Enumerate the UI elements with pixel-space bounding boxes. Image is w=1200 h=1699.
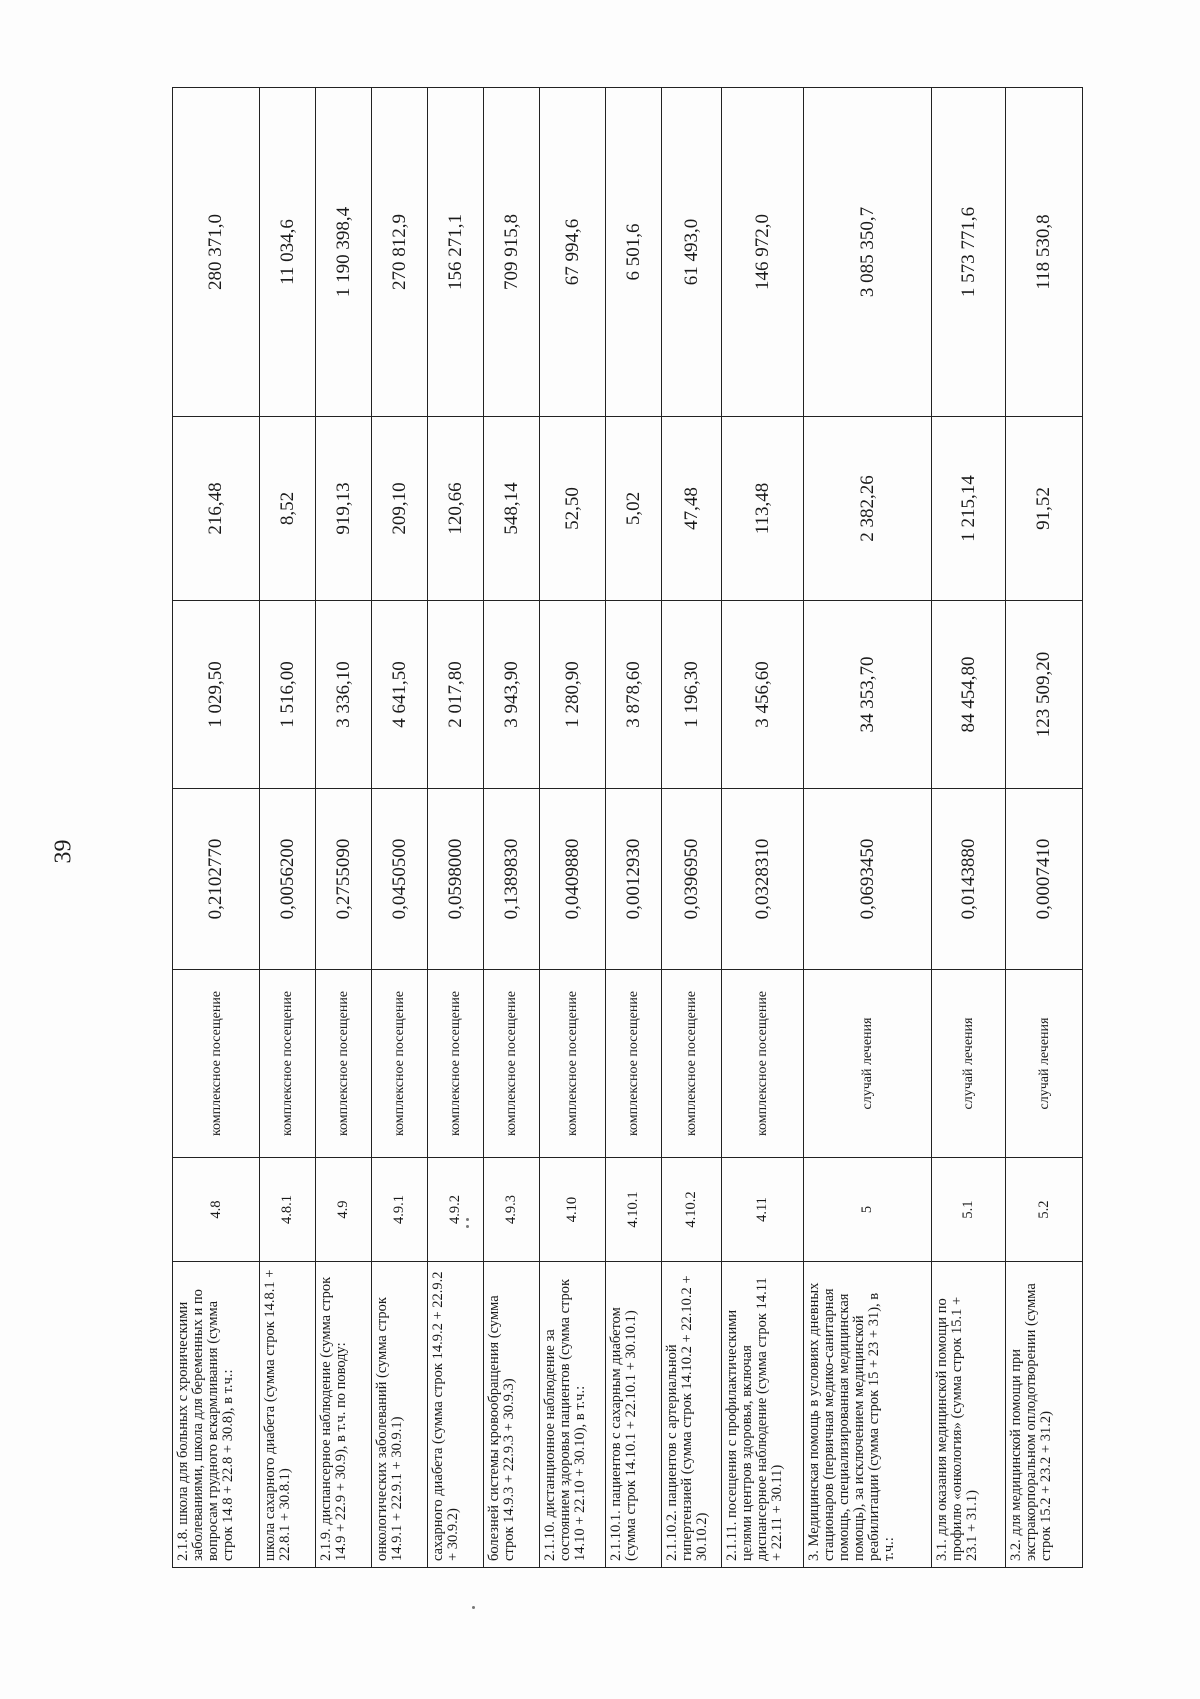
row-unit: комплексное посещение — [260, 970, 316, 1158]
row-unit: комплексное посещение — [372, 970, 428, 1158]
row-value-col7: 270 812,9 — [372, 88, 428, 417]
row-value-col5: 1 516,00 — [260, 601, 316, 789]
table-row — [173, 88, 260, 1568]
row-value-col5: 1 029,50 — [173, 601, 260, 789]
rotated-table-container — [172, 88, 1082, 1568]
row-value-col6: 216,48 — [173, 417, 260, 601]
scan-speck — [466, 1218, 469, 1221]
row-value-col5: 34 353,70 — [804, 601, 932, 789]
row-value-col4: 0,0143880 — [932, 789, 1006, 970]
row-unit: комплексное посещение — [540, 970, 606, 1158]
table-row — [484, 88, 540, 1568]
row-value-col5: 1 280,90 — [540, 601, 606, 789]
row-value-col6: 91,52 — [1006, 417, 1083, 601]
row-unit: комплексное посещение — [316, 970, 372, 1158]
scan-speck — [472, 1606, 475, 1609]
row-value-col6: 919,13 — [316, 417, 372, 601]
row-value-col6: 52,50 — [540, 417, 606, 601]
row-code: 4.10 — [540, 1158, 606, 1262]
row-description: 2.1.10. дистанционное наблюдение за состоянием здоровья пациентов (сумма строк 14.10 + 22.10 + 30.10), в т.ч.: — [540, 1262, 606, 1568]
row-value-col6: 120,66 — [428, 417, 484, 601]
row-value-col7: 1 573 771,6 — [932, 88, 1006, 417]
row-value-col6: 548,14 — [484, 417, 540, 601]
row-value-col7: 118 530,8 — [1006, 88, 1083, 417]
table-row — [932, 88, 1006, 1568]
row-unit: случай лечения — [932, 970, 1006, 1158]
table-row — [316, 88, 372, 1568]
row-value-col7: 3 085 350,7 — [804, 88, 932, 417]
row-value-col6: 5,02 — [606, 417, 662, 601]
row-value-col4: 0,0328310 — [722, 789, 804, 970]
row-description: 2.1.9. диспансерное наблюдение (сумма строк 14.9 + 22.9 + 30.9), в т.ч. по поводу: — [316, 1262, 372, 1568]
row-value-col4: 0,0598000 — [428, 789, 484, 970]
row-value-col6: 47,48 — [662, 417, 722, 601]
row-value-col4: 0,2102770 — [173, 789, 260, 970]
row-description: 3.2. для медицинской помощи при экстракорпоральном оплодотворении (сумма строк 15.2 + 23.2 + 31.2) — [1006, 1262, 1083, 1568]
table-row — [804, 88, 932, 1568]
row-code: 4.10.1 — [606, 1158, 662, 1262]
row-value-col5: 3 878,60 — [606, 601, 662, 789]
row-description: онкологических заболеваний (сумма строк 14.9.1 + 22.9.1 + 30.9.1) — [372, 1262, 428, 1568]
row-value-col6: 8,52 — [260, 417, 316, 601]
row-value-col4: 0,0007410 — [1006, 789, 1083, 970]
row-code: 5 — [804, 1158, 932, 1262]
row-unit: комплексное посещение — [428, 970, 484, 1158]
row-unit: комплексное посещение — [484, 970, 540, 1158]
row-value-col7: 280 371,0 — [173, 88, 260, 417]
row-value-col6: 113,48 — [722, 417, 804, 601]
row-code: 5.2 — [1006, 1158, 1083, 1262]
row-value-col7: 709 915,8 — [484, 88, 540, 417]
row-code: 4.8.1 — [260, 1158, 316, 1262]
row-description: 2.1.11. посещения с профилактическими целями центров здоровья, включая диспансерное наблюдение (сумма строк 14.11 + 22.11 + 30.11) — [722, 1262, 804, 1568]
row-code: 4.9.1 — [372, 1158, 428, 1262]
data-table — [172, 87, 1083, 1568]
row-value-col6: 1 215,14 — [932, 417, 1006, 601]
row-code: 4.9.2 — [428, 1158, 484, 1262]
table-row — [260, 88, 316, 1568]
row-value-col4: 0,0012930 — [606, 789, 662, 970]
row-code: 4.10.2 — [662, 1158, 722, 1262]
row-value-col7: 146 972,0 — [722, 88, 804, 417]
row-value-col4: 0,0056200 — [260, 789, 316, 970]
row-value-col7: 67 994,6 — [540, 88, 606, 417]
row-description: 2.1.10.1. пациентов с сахарным диабетом (сумма строк 14.10.1 + 22.10.1 + 30.10.1) — [606, 1262, 662, 1568]
row-value-col7: 6 501,6 — [606, 88, 662, 417]
row-description: сахарного диабета (сумма строк 14.9.2 + 22.9.2 + 30.9.2) — [428, 1262, 484, 1568]
row-description: болезней системы кровообращения (сумма строк 14.9.3 + 22.9.3 + 30.9.3) — [484, 1262, 540, 1568]
row-value-col5: 2 017,80 — [428, 601, 484, 789]
row-unit: комплексное посещение — [722, 970, 804, 1158]
row-unit: случай лечения — [1006, 970, 1083, 1158]
row-value-col4: 0,0409880 — [540, 789, 606, 970]
row-value-col7: 61 493,0 — [662, 88, 722, 417]
row-value-col5: 3 336,10 — [316, 601, 372, 789]
row-value-col5: 4 641,50 — [372, 601, 428, 789]
row-value-col7: 156 271,1 — [428, 88, 484, 417]
row-code: 4.8 — [173, 1158, 260, 1262]
table-row — [1006, 88, 1083, 1568]
row-unit: комплексное посещение — [173, 970, 260, 1158]
row-value-col7: 1 190 398,4 — [316, 88, 372, 417]
row-value-col5: 84 454,80 — [932, 601, 1006, 789]
row-value-col4: 0,1389830 — [484, 789, 540, 970]
page-number: 39 — [50, 839, 77, 864]
row-description: 3.1. для оказания медицинской помощи по профилю «онкология» (сумма строк 15.1 + 23.1 + 31.1) — [932, 1262, 1006, 1568]
row-value-col4: 0,0693450 — [804, 789, 932, 970]
row-value-col5: 1 196,30 — [662, 601, 722, 789]
table-row — [540, 88, 606, 1568]
table-row — [372, 88, 428, 1568]
row-value-col4: 0,2755090 — [316, 789, 372, 970]
table-row — [606, 88, 662, 1568]
row-code: 5.1 — [932, 1158, 1006, 1262]
row-unit: комплексное посещение — [662, 970, 722, 1158]
row-code: 4.9.3 — [484, 1158, 540, 1262]
row-value-col5: 123 509,20 — [1006, 601, 1083, 789]
row-value-col6: 2 382,26 — [804, 417, 932, 601]
row-unit: комплексное посещение — [606, 970, 662, 1158]
row-value-col4: 0,0450500 — [372, 789, 428, 970]
row-value-col5: 3 943,90 — [484, 601, 540, 789]
row-description: 2.1.10.2. пациентов с артериальной гипертензией (сумма строк 14.10.2 + 22.10.2 + 30.10.2) — [662, 1262, 722, 1568]
row-code: 4.9 — [316, 1158, 372, 1262]
table-row — [662, 88, 722, 1568]
row-value-col6: 209,10 — [372, 417, 428, 601]
row-description: 3. Медицинская помощь в условиях дневных стационаров (первичная медико-санитарная помощь, специализированная медицинская помощь), за исключением медицинской реабилитации (сумма строк 15 + 23 + 31), в т.ч.: — [804, 1262, 932, 1568]
row-description: школа сахарного диабета (сумма строк 14.8.1 + 22.8.1 + 30.8.1) — [260, 1262, 316, 1568]
scan-speck — [466, 1225, 469, 1228]
row-unit: случай лечения — [804, 970, 932, 1158]
row-value-col5: 3 456,60 — [722, 601, 804, 789]
row-value-col4: 0,0396950 — [662, 789, 722, 970]
table-row — [428, 88, 484, 1568]
row-code: 4.11 — [722, 1158, 804, 1262]
row-description: 2.1.8. школа для больных с хроническими заболеваниями, школа для беременных и по вопросам грудного вскармливания (сумма строк 14.8 + 22.8 + 30.8), в т.ч.: — [173, 1262, 260, 1568]
row-value-col7: 11 034,6 — [260, 88, 316, 417]
table-row — [722, 88, 804, 1568]
